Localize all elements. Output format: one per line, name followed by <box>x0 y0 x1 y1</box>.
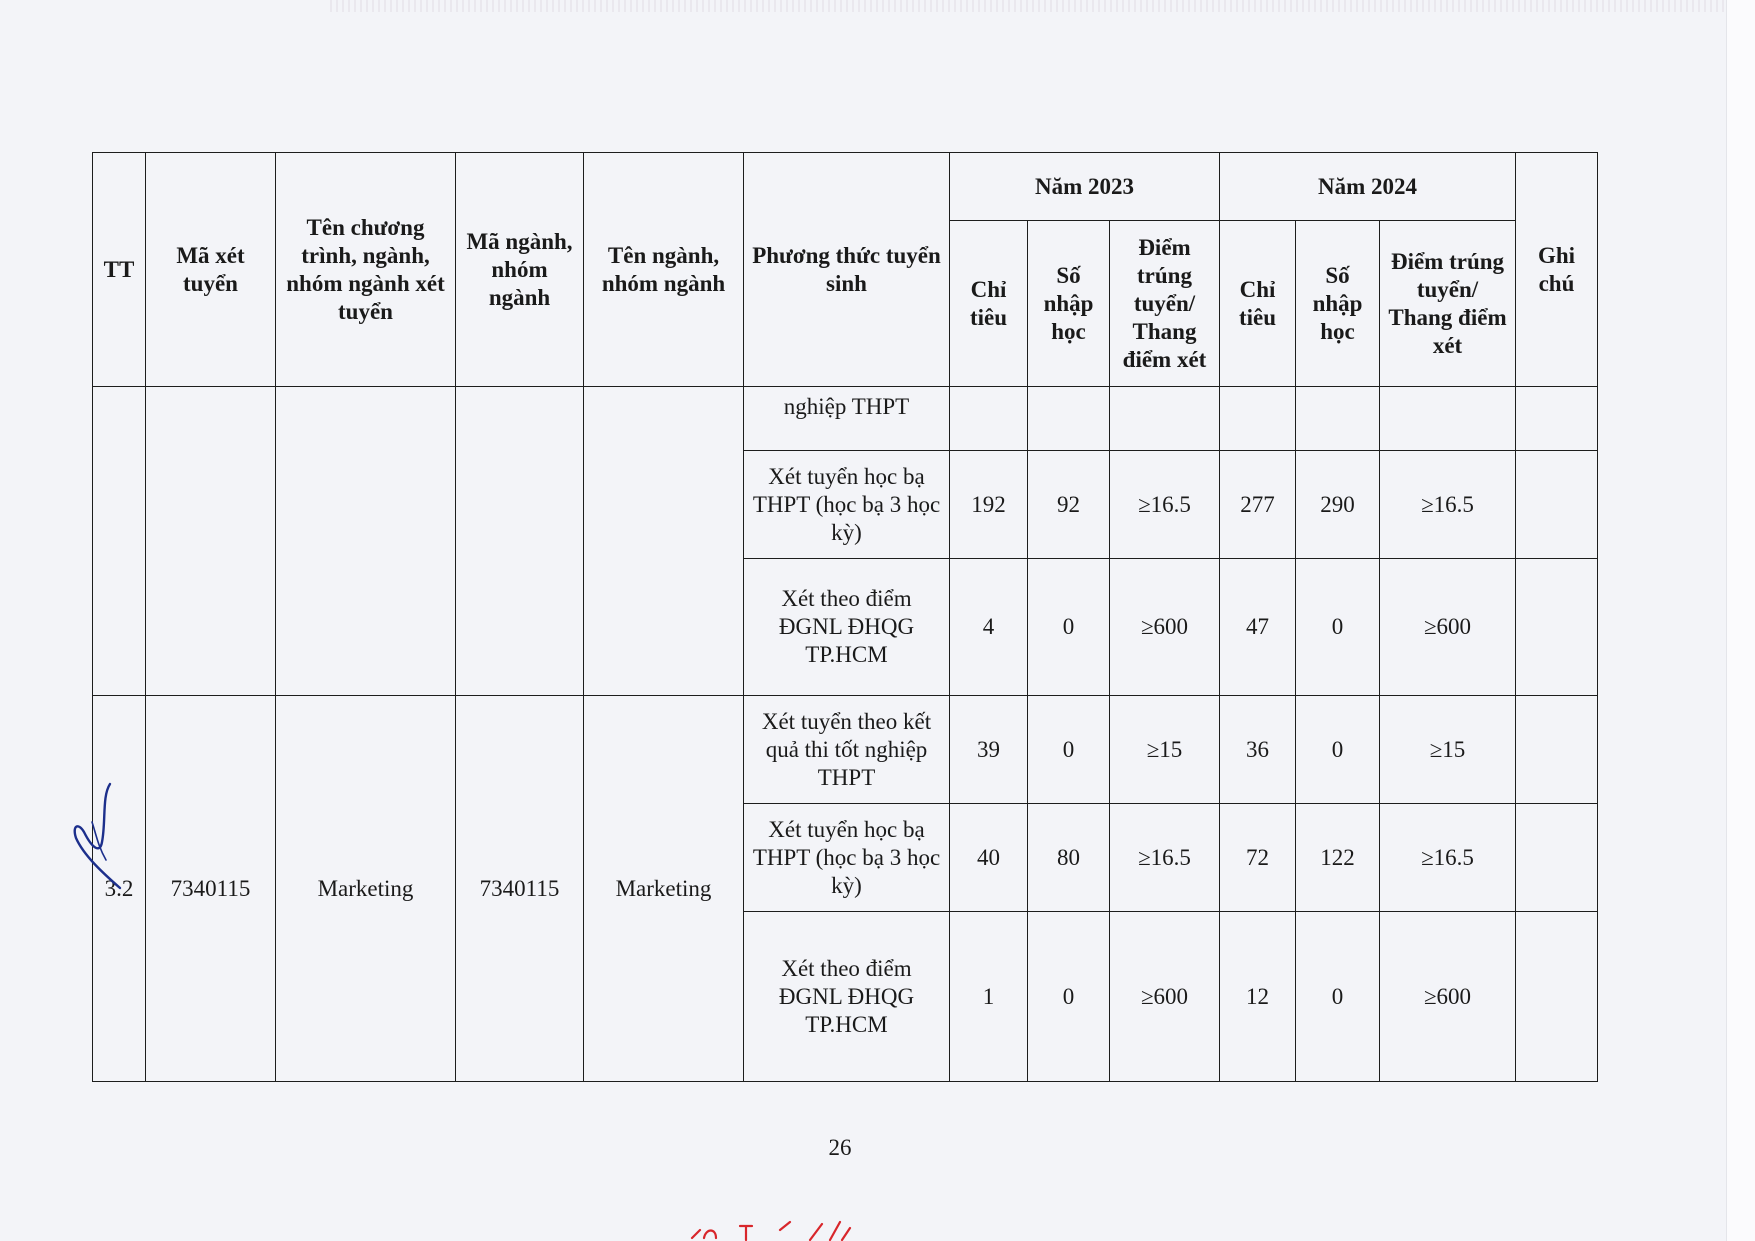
so-nhap-hoc-2023: 0 <box>1028 696 1110 804</box>
diem-2024: ≥15 <box>1380 696 1516 804</box>
page-number: 26 <box>828 1135 852 1160</box>
ten-nganh-cell: Marketing <box>584 696 744 1082</box>
diem-2023 <box>1110 387 1220 451</box>
method-cell: Xét theo điểm ĐGNL ĐHQG TP.HCM <box>744 559 950 696</box>
header-tt: TT <box>93 153 146 387</box>
so-nhap-hoc-2023: 0 <box>1028 559 1110 696</box>
chi-tieu-2024: 277 <box>1220 451 1296 559</box>
so-nhap-hoc-2024: 290 <box>1296 451 1380 559</box>
diem-2024: ≥600 <box>1380 912 1516 1082</box>
so-nhap-hoc-2024: 0 <box>1296 912 1380 1082</box>
so-nhap-hoc-2024: 0 <box>1296 559 1380 696</box>
so-nhap-hoc-2023: 0 <box>1028 912 1110 1082</box>
so-nhap-hoc-2024: 0 <box>1296 696 1380 804</box>
diem-2024: ≥16.5 <box>1380 804 1516 912</box>
ghi-chu-cell <box>1516 804 1598 912</box>
header-2023-chi-tieu: Chỉ tiêu <box>950 221 1028 387</box>
so-nhap-hoc-2024: 122 <box>1296 804 1380 912</box>
method-cell: nghiệp THPT <box>744 387 950 451</box>
ten-chuong-trinh-cell-continued <box>276 387 456 696</box>
so-nhap-hoc-2024 <box>1296 387 1380 451</box>
so-nhap-hoc-2023: 92 <box>1028 451 1110 559</box>
ma-xet-tuyen-cell: 7340115 <box>146 696 276 1082</box>
stamp-fragment <box>690 1218 910 1241</box>
diem-2024 <box>1380 387 1516 451</box>
ten-nganh-cell-continued <box>584 387 744 696</box>
signature-stroke <box>75 784 120 888</box>
tt-cell-continued <box>93 387 146 696</box>
chi-tieu-2024: 72 <box>1220 804 1296 912</box>
header-2024-so-nhap-hoc: Số nhập học <box>1296 221 1380 387</box>
header-nam-2024: Năm 2024 <box>1220 153 1516 221</box>
diem-2023: ≥16.5 <box>1110 804 1220 912</box>
method-cell: Xét tuyển học bạ THPT (học bạ 3 học kỳ) <box>744 451 950 559</box>
header-ma-xet-tuyen: Mã xét tuyển <box>146 153 276 387</box>
header-2024-chi-tieu: Chỉ tiêu <box>1220 221 1296 387</box>
method-cell: Xét theo điểm ĐGNL ĐHQG TP.HCM <box>744 912 950 1082</box>
diem-2023: ≥600 <box>1110 912 1220 1082</box>
chi-tieu-2023: 39 <box>950 696 1028 804</box>
scan-margin <box>1726 0 1755 1241</box>
header-ten-nganh: Tên ngành, nhóm ngành <box>584 153 744 387</box>
diem-2023: ≥15 <box>1110 696 1220 804</box>
ghi-chu-cell <box>1516 696 1598 804</box>
diem-2024: ≥600 <box>1380 559 1516 696</box>
chi-tieu-2024: 12 <box>1220 912 1296 1082</box>
so-nhap-hoc-2023 <box>1028 387 1110 451</box>
header-ghi-chu: Ghi chú <box>1516 153 1598 387</box>
ma-nganh-cell: 7340115 <box>456 696 584 1082</box>
header-row-years <box>93 153 1598 221</box>
header-2023-diem: Điểm trúng tuyển/ Thang điểm xét <box>1110 221 1220 387</box>
diem-2024: ≥16.5 <box>1380 451 1516 559</box>
signature-mark <box>62 782 132 892</box>
ghi-chu-cell <box>1516 387 1598 451</box>
header-ten-chuong-trinh: Tên chương trình, ngành, nhóm ngành xét tuyển <box>276 153 456 387</box>
tt-cell: 3.2 <box>93 696 146 1082</box>
chi-tieu-2023: 192 <box>950 451 1028 559</box>
table-row <box>93 387 1598 451</box>
diem-2023: ≥600 <box>1110 559 1220 696</box>
chi-tieu-2024 <box>1220 387 1296 451</box>
ma-nganh-cell-continued <box>456 387 584 696</box>
so-nhap-hoc-2023: 80 <box>1028 804 1110 912</box>
table-row <box>93 696 1598 804</box>
ten-chuong-trinh-cell: Marketing <box>276 696 456 1082</box>
chi-tieu-2023 <box>950 387 1028 451</box>
stamp-stroke <box>692 1222 850 1240</box>
method-cell: Xét tuyển học bạ THPT (học bạ 3 học kỳ) <box>744 804 950 912</box>
header-nam-2023: Năm 2023 <box>950 153 1220 221</box>
ghi-chu-cell <box>1516 559 1598 696</box>
ghi-chu-cell <box>1516 912 1598 1082</box>
ghi-chu-cell <box>1516 451 1598 559</box>
chi-tieu-2023: 4 <box>950 559 1028 696</box>
admissions-table <box>92 152 1598 1082</box>
chi-tieu-2023: 1 <box>950 912 1028 1082</box>
chi-tieu-2023: 40 <box>950 804 1028 912</box>
chi-tieu-2024: 36 <box>1220 696 1296 804</box>
diem-2023: ≥16.5 <box>1110 451 1220 559</box>
header-2024-diem: Điểm trúng tuyển/ Thang điểm xét <box>1380 221 1516 387</box>
ma-xet-tuyen-cell-continued <box>146 387 276 696</box>
method-cell: Xét tuyển theo kết quả thi tốt nghiệp THPT <box>744 696 950 804</box>
header-ma-nganh: Mã ngành, nhóm ngành <box>456 153 584 387</box>
header-2023-so-nhap-hoc: Số nhập học <box>1028 221 1110 387</box>
chi-tieu-2024: 47 <box>1220 559 1296 696</box>
scan-edge-artifact <box>330 0 1730 12</box>
header-phuong-thuc: Phương thức tuyển sinh <box>744 153 950 387</box>
